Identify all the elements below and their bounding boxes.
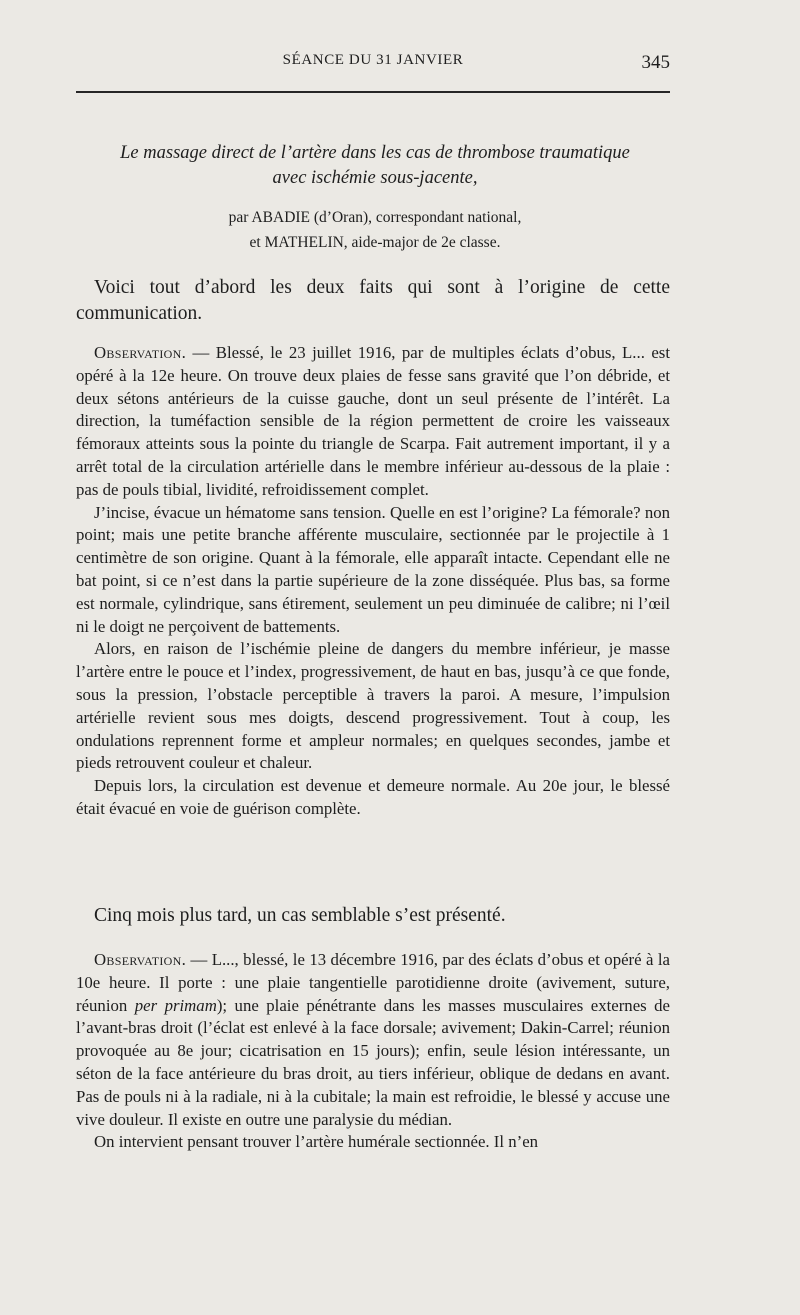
observation-1-paragraph-3: Alors, en raison de l’ischémie pleine de dangers du membre inférieur, je masse l’artère entre le pouce et l’index, progressivement, de haut en bas, jusqu’à ce que fonde, sous la pression, l’obstacle perceptible à travers la paroi. A mesure, l’impulsion artérielle revient sous mes doigts, descend progressivement. Tout à coup, les ondulations reprennent forme et ampleur normales; en quelques secondes, jambe et pieds retrouvent couleur et chaleur. [76,639,670,773]
observation-1-paragraph-2: J’incise, évacue un hématome sans tension. Quelle en est l’origine? La fémorale? non point; mais une petite branche afférente musculaire, sectionnée par le projectile à 1 centimètre de son origine. Quant à la fémorale, elle apparaît intacte. Cependant elle ne bat point, si ce n’est dans la partie supérieure de la zone disséquée. Plus bas, sa forme est normale, cylindrique, sans étirement, seulement un peu diminuée de calibre; ni l’œil ni le doigt ne perçoivent de battements. [76,502,670,636]
observation-2-text-a: — L..., blessé, le 13 décembre 1916, par des éclats d’obus et opéré à la 10e heure. Il porte : une plaie tangentielle parotidienne droite (avivement, suture, réunion [76,950,670,1015]
observation-2-paragraph-1 [76,949,670,1131]
article-title-line-1: Le massage direct de l’artère dans les cas de thrombose traumatique [120,143,630,163]
author-line-2: et MATHELIN, aide-major de 2e classe. [249,234,501,251]
second-case-intro: Cinq mois plus tard, un cas semblable s’est présenté. [94,905,506,926]
intro-paragraph: Voici tout d’abord les deux faits qui sont à l’origine de cette communication. [76,277,670,324]
author-line-1: par ABADIE (d’Oran), correspondant national, [228,209,522,226]
observation-2-text-b: ); une plaie pénétrante dans les masses musculaires externes de l’avant-bras droit (l’éclat est enlevé à la face dorsale; avivement; Dakin-Carrel; réunion provoquée au 8e jour; cicatrisation en 15 jours); enfin, seule lésion intéressante, un séton de la face antérieure du bras droit, au tiers inférieur, oblique de dedans en avant. Pas de pouls ni à la radiale, ni à la cubitale; la main est refroidie, le blessé y accuse une vive douleur. Il existe en outre une paralysie du médian. [76,995,670,1129]
article-body-first [76,275,670,327]
observation-2 [76,949,670,1154]
running-title: SÉANCE DU 31 JANVIER [282,52,464,68]
observation-1 [76,342,670,821]
article-title-line-2: avec ischémie sous-jacente, [272,168,478,188]
author-byline [70,205,680,255]
page-number: 345 [641,52,670,73]
observation-2-italic-term: per primam [134,995,217,1015]
observation-1-paragraph-1 [76,342,670,502]
observation-1-text-1: — Blessé, le 23 juillet 1916, par de multiples éclats d’obus, L... est opéré à la 12e heure. On trouve deux plaies de fesse sans gravité que l’on débride, et deux sétons antérieurs de la cuisse gauche, dont un seul présente de l’intérêt. La direction, la tuméfaction sensible de la région permettent de croire les vaisseaux fémoraux atteints sous la pointe du triangle de Scarpa. Fait autrement important, il y a arrêt total de la circulation artérielle dans le membre inférieur au-dessous de la plaie : pas de pouls tibial, lividité, refroidissement complet. [76,343,670,499]
observation-1-paragraph-4: Depuis lors, la circulation est devenue et demeure normale. Au 20e jour, le blessé était évacué en voie de guérison complète. [76,776,670,818]
running-head [76,52,670,76]
header-rule [76,91,670,93]
observation-2-paragraph-2: On intervient pensant trouver l’artère humérale sectionnée. Il n’en [94,1132,539,1152]
observation-1-label: Observation. [94,343,187,362]
article-title [70,141,680,191]
second-case-intro-block [76,903,670,929]
observation-2-label: Observation. [94,950,187,969]
